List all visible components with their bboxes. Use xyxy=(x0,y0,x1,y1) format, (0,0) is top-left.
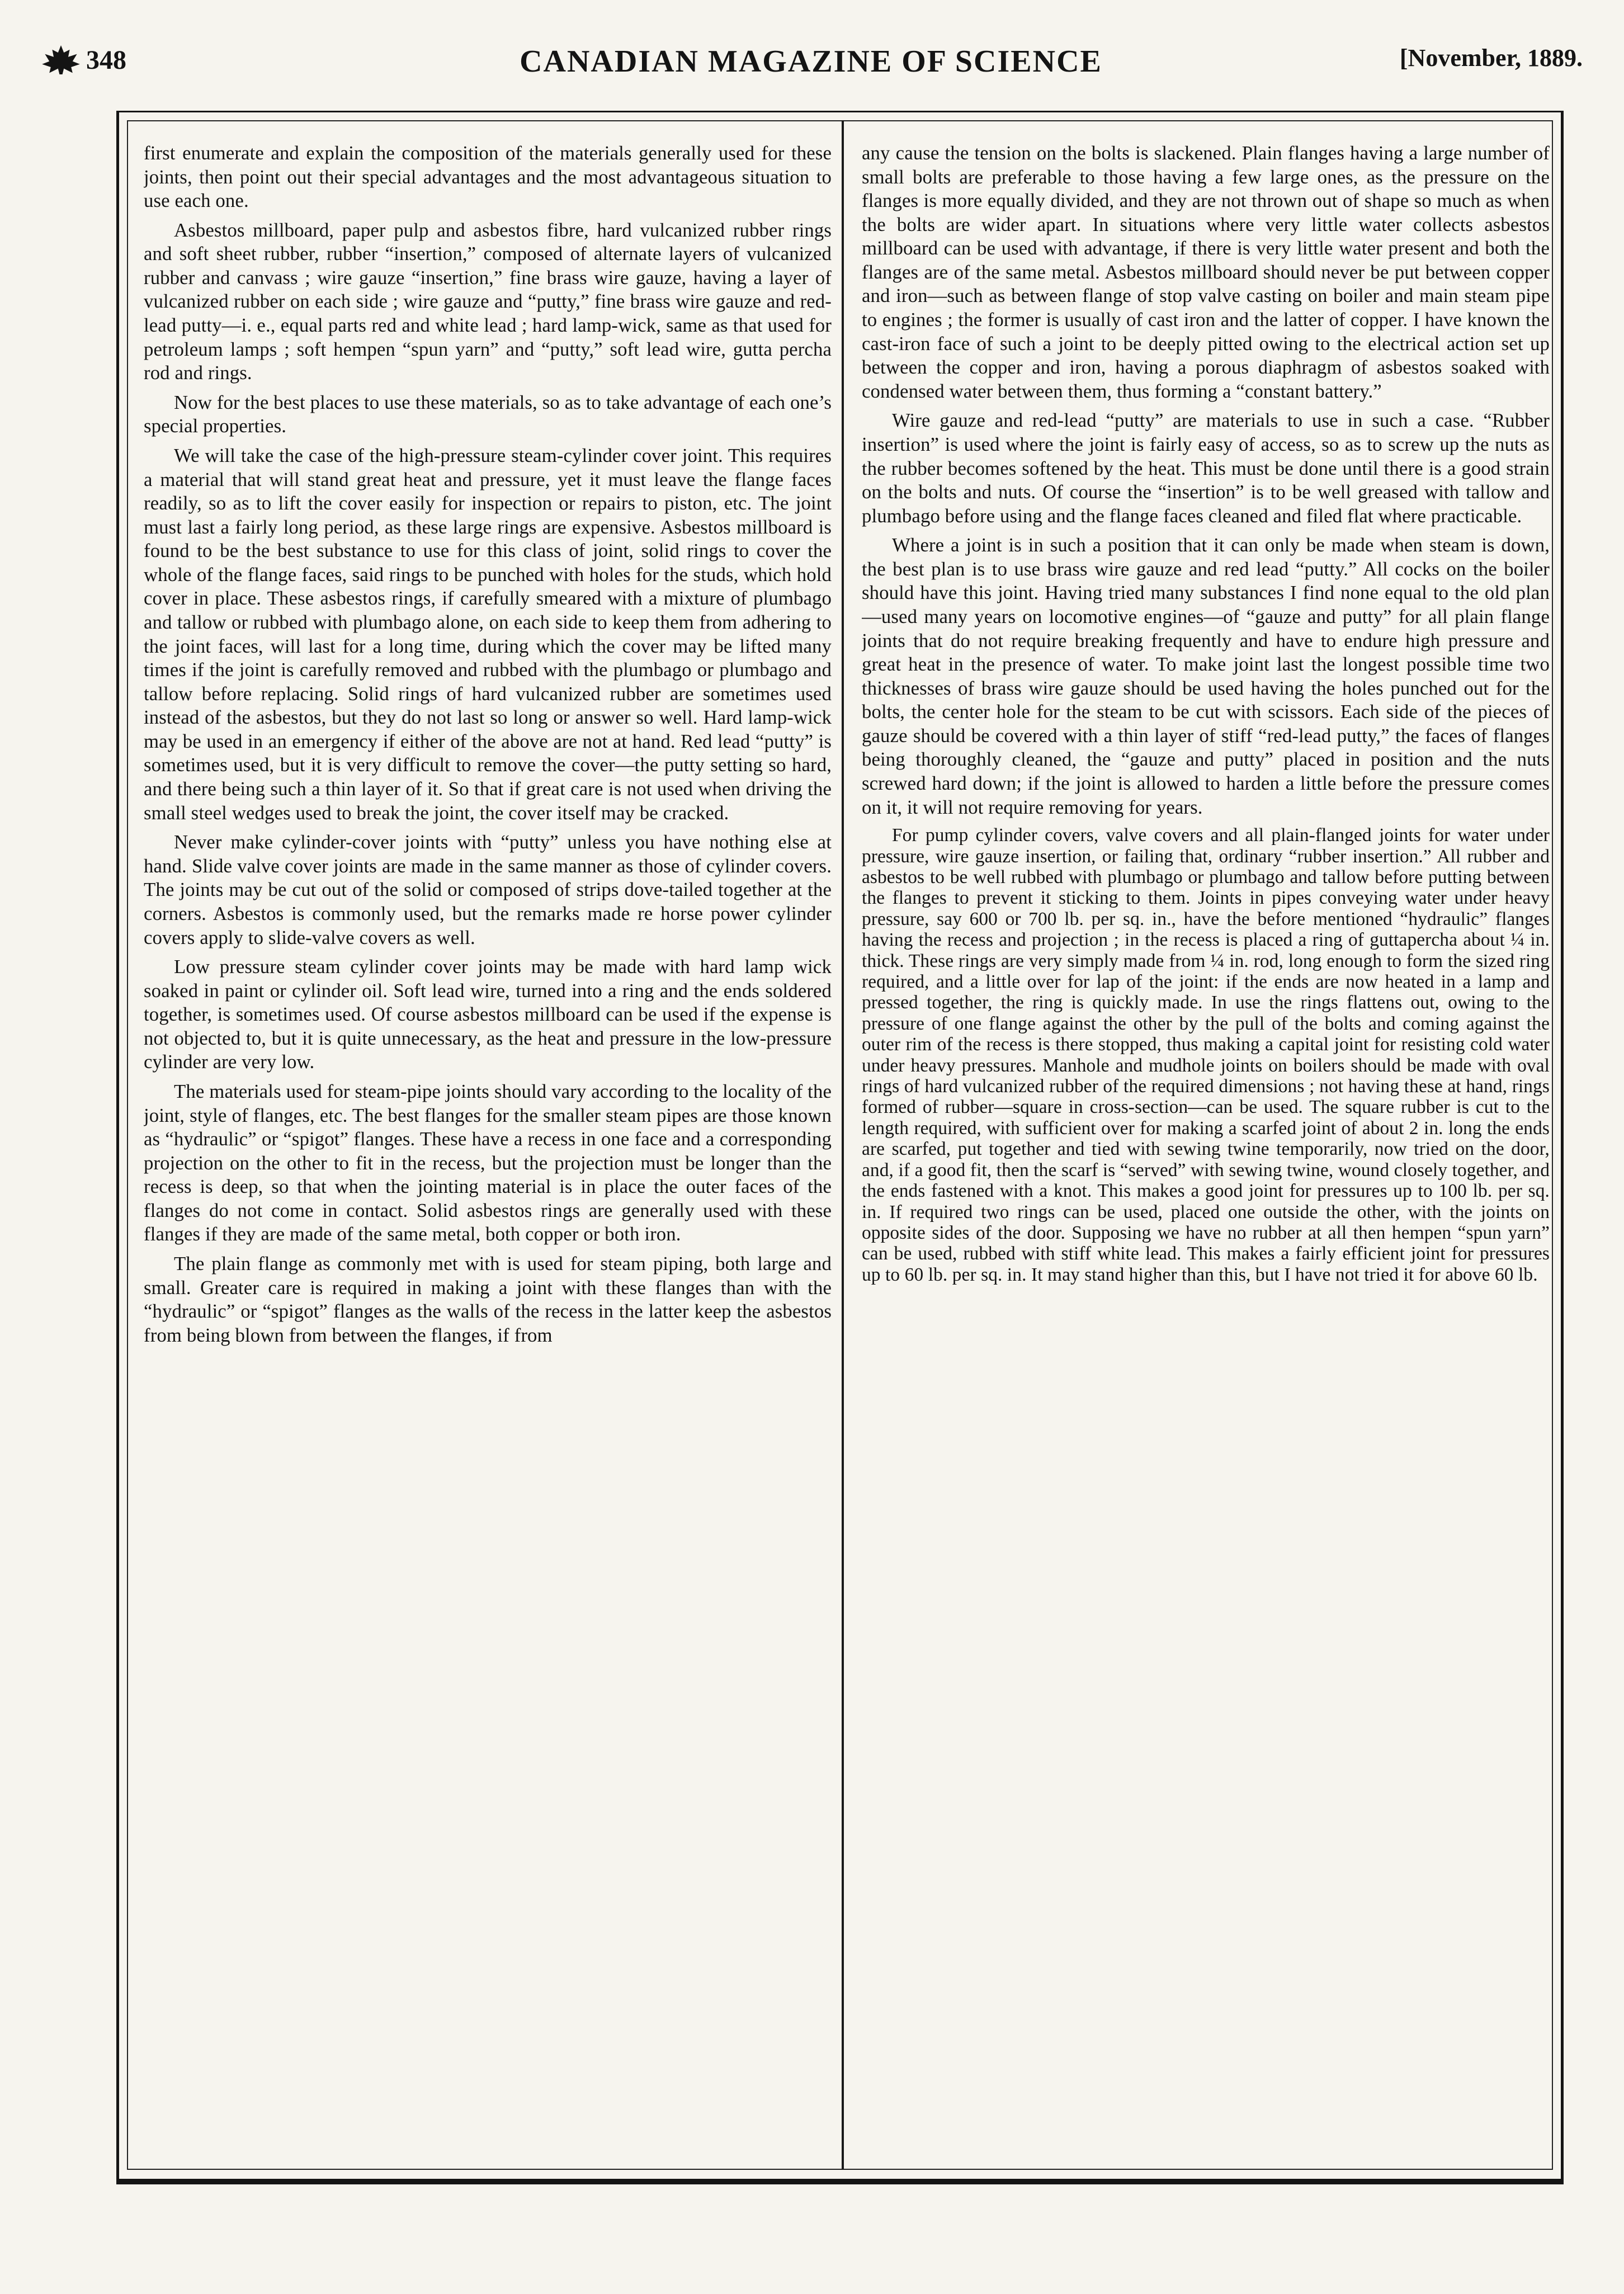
column-divider xyxy=(842,120,844,2170)
paragraph: The materials used for steam-pipe joints should vary according to the locality of the joint, style of flanges, etc. The best flanges for the smaller steam pipes are those known as “hydraulic” or “spigot” flanges. These have a recess in one face and a corresponding projection on the other to fit in the recess, but the projection must be longer than the recess is deep, so that when the jointing material is in place the outer faces of the flanges do not come in contact. Solid asbestos rings are generally used with these flanges if they are made of the same metal, both copper or both iron. xyxy=(144,1080,832,1245)
paragraph: any cause the tension on the bolts is slackened. Plain flanges having a large number of small bolts are preferable to those having a few large ones, as the pressure on the flanges is more equally divided, and they are not thrown out of shape so much as when the bolts are wider apart. In situations where very little water collects asbestos millboard can be used with advantage, if there is very little water present and both the flanges are of the same metal. Asbestos millboard should never be put between copper and iron—such as between flange of stop valve casting on boiler and main steam pipe to engines ; the former is usually of cast iron and the latter of copper. I have known the cast-iron face of such a joint to be deeply pitted owing to the electrical action set up between the copper and iron, having a porous diaphragm of asbestos soaked with condensed water between them, thus forming a “constant battery.” xyxy=(862,142,1550,402)
paragraph: Where a joint is in such a position that it can only be made when steam is down, the best plan is to use brass wire gauze and red lead “putty.” All cocks on the boiler should have this joint. Having tried many substances I find none equal to the old plan—used many years on locomotive engines—of “gauze and putty” for all plain flange joints that do not require breaking frequently and have to endure high pressure and great heat in the presence of water. To make joint last the longest possible time two thicknesses of brass wire gauze should be used having the holes punched out for the bolts, the center hole for the steam to be cut with scissors. Each side of the pieces of gauze should be covered with a thin layer of stiff “red-lead putty,” the faces of flanges being thoroughly cleaned, the “gauze and putty” placed in position and the nuts screwed hard down; if the joint is allowed to harden a little before the pressure comes on it, it will not require removing for years. xyxy=(862,534,1550,818)
paragraph: Low pressure steam cylinder cover joints may be made with hard lamp wick soaked in paint or cylinder oil. Soft lead wire, turned into a ring and the ends soldered together, is sometimes used. Of course asbestos millboard can be used if the expense is not objected to, but it is quite unnecessary, as the heat and pressure in the low-pressure cylinder are very low. xyxy=(144,956,832,1073)
page-frame xyxy=(116,111,1564,2184)
paragraph: Now for the best places to use these materials, so as to take advantage of each one’s special properties. xyxy=(144,391,832,437)
issue-date: [November, 1889. xyxy=(1399,44,1583,72)
paragraph: The plain flange as commonly met with is used for steam piping, both large and small. Greater care is required in making a joint with these flanges than with the “hydraulic” or “spigot” flanges as the walls of the recess in the latter keep the asbestos from being blown from between the flanges, if from xyxy=(144,1253,832,1346)
paragraph: We will take the case of the high-pressure steam-cylinder cover joint. This requires a material that will stand great heat and pressure, yet it must leave the flange faces readily, so as to lift the cover easily for inspection or repairs to piston, etc. The joint must last a fairly long period, as these large rings are expensive. Asbestos millboard is found to be the best substance to use for this class of joint, solid rings to cover the whole of the flange faces, said rings to be punched with holes for the studs, which hold cover in place. These asbestos rings, if carefully smeared with a mixture of plumbago and tallow or rubbed with plumbago alone, on each side to keep them from adhering to the joint faces, will last for a long time, during which the cover may be lifted many times if the joint is carefully removed and rubbed with the plumbago or plumbago and tallow before replacing. Solid rings of hard vulcanized rubber are sometimes used instead of the asbestos, but they do not last so long or answer so well. Hard lamp-wick may be used in an emergency if either of the above are not at hand. Red lead “putty” is sometimes used, but it is very difficult to remove the cover—the putty setting so hard, and there being such a thin layer of it. So that if great care is not used when driving the small steel wedges used to break the joint, the cover itself may be cracked. xyxy=(144,444,832,824)
paragraph: first enumerate and explain the composition of the materials generally used for these joints, then point out their special advantages and the most advantageous situation to use each one. xyxy=(144,142,832,212)
left-column xyxy=(144,141,832,2155)
paragraph: Never make cylinder-cover joints with “putty” unless you have nothing else at hand. Slide valve cover joints are made in the same manner as those of cylinder covers. The joints may be cut out of the solid or composed of strips dove-tailed together at the corners. Asbestos is commonly used, but the remarks made re horse power cylinder covers apply to slide-valve covers as well. xyxy=(144,831,832,948)
paragraph: Asbestos millboard, paper pulp and asbestos fibre, hard vulcanized rubber rings and soft sheet rubber, rubber “insertion,” composed of alternate layers of vulcanized rubber and canvass ; wire gauze “insertion,” fine brass wire gauze, having a layer of vulcanized rubber on each side ; wire gauze and “putty,” fine brass wire gauze and red-lead putty—i. e., equal parts red and white lead ; hard lamp-wick, same as that used for petroleum lamps ; soft hempen “spun yarn” and “putty,” soft lead wire, gutta percha rod and rings. xyxy=(144,219,832,384)
page-number-text: 348 xyxy=(86,45,126,75)
paragraph: Wire gauze and red-lead “putty” are materials to use in such a case. “Rubber insertion” is used where the joint is fairly easy of access, so as to screw up the nuts as the rubber becomes softened by the heat. This must be done until there is a good strain on the bolts and nuts. Of course the “insertion” is to be well greased with tallow and plumbago before using and the flange faces cleaned and filed flat where practicable. xyxy=(862,409,1550,527)
paragraph: For pump cylinder covers, valve covers and all plain-flanged joints for water under pressure, wire gauze insertion, or failing that, ordinary “rubber insertion.” All rubber and asbestos to be well rubbed with plumbago or plumbago and tallow before putting between the flanges to prevent it sticking to them. Joints in pipes conveying water under heavy pressure, say 600 or 700 lb. per sq. in., have the before mentioned “hydraulic” flanges having the recess and projection ; in the recess is placed a ring of guttapercha about ¼ in. thick. These rings are very simply made from ¼ in. rod, long enough to form the sized ring required, and a little over for lap of the joint: if the ends are now heated in a lamp and pressed together, the ring is quickly made. In use the rings flattens out, owing to the pressure of one flange against the other by the pull of the bolts and coming against the outer rim of the recess is there stopped, thus making a capital joint for resisting cold water under heavy pressures. Manhole and mudhole joints on boilers should be made with oval rings of hard vulcanized rubber of the required dimensions ; not having these at hand, rings formed of rubber—square in cross-section—can be used. The square rubber is cut to the length required, with sufficient over for making a scarfed joint of about 2 in. long the ends are scarfed, put together and tied with sewing twine temporarily, now tried on the door, and, if a good fit, then the scarf is “served” with sewing twine, wound closely together, and the ends fastened with a knot. This makes a good joint for pressures up to 100 lb. per sq. in. If required two rings can be used, placed one outside the other, with the joints on opposite sides of the door. Supposing we have no rubber at all then hempen “spun yarn” can be used, rubbed with stiff white lead. This makes a fairly efficient joint for pressures up to 60 lb. per sq. in. It may stand higher than this, but I have not tried it for above 60 lb. xyxy=(862,825,1550,1285)
page-header xyxy=(39,44,1583,88)
right-column xyxy=(862,141,1550,2155)
journal-title: CANADIAN MAGAZINE OF SCIENCE xyxy=(520,44,1102,79)
